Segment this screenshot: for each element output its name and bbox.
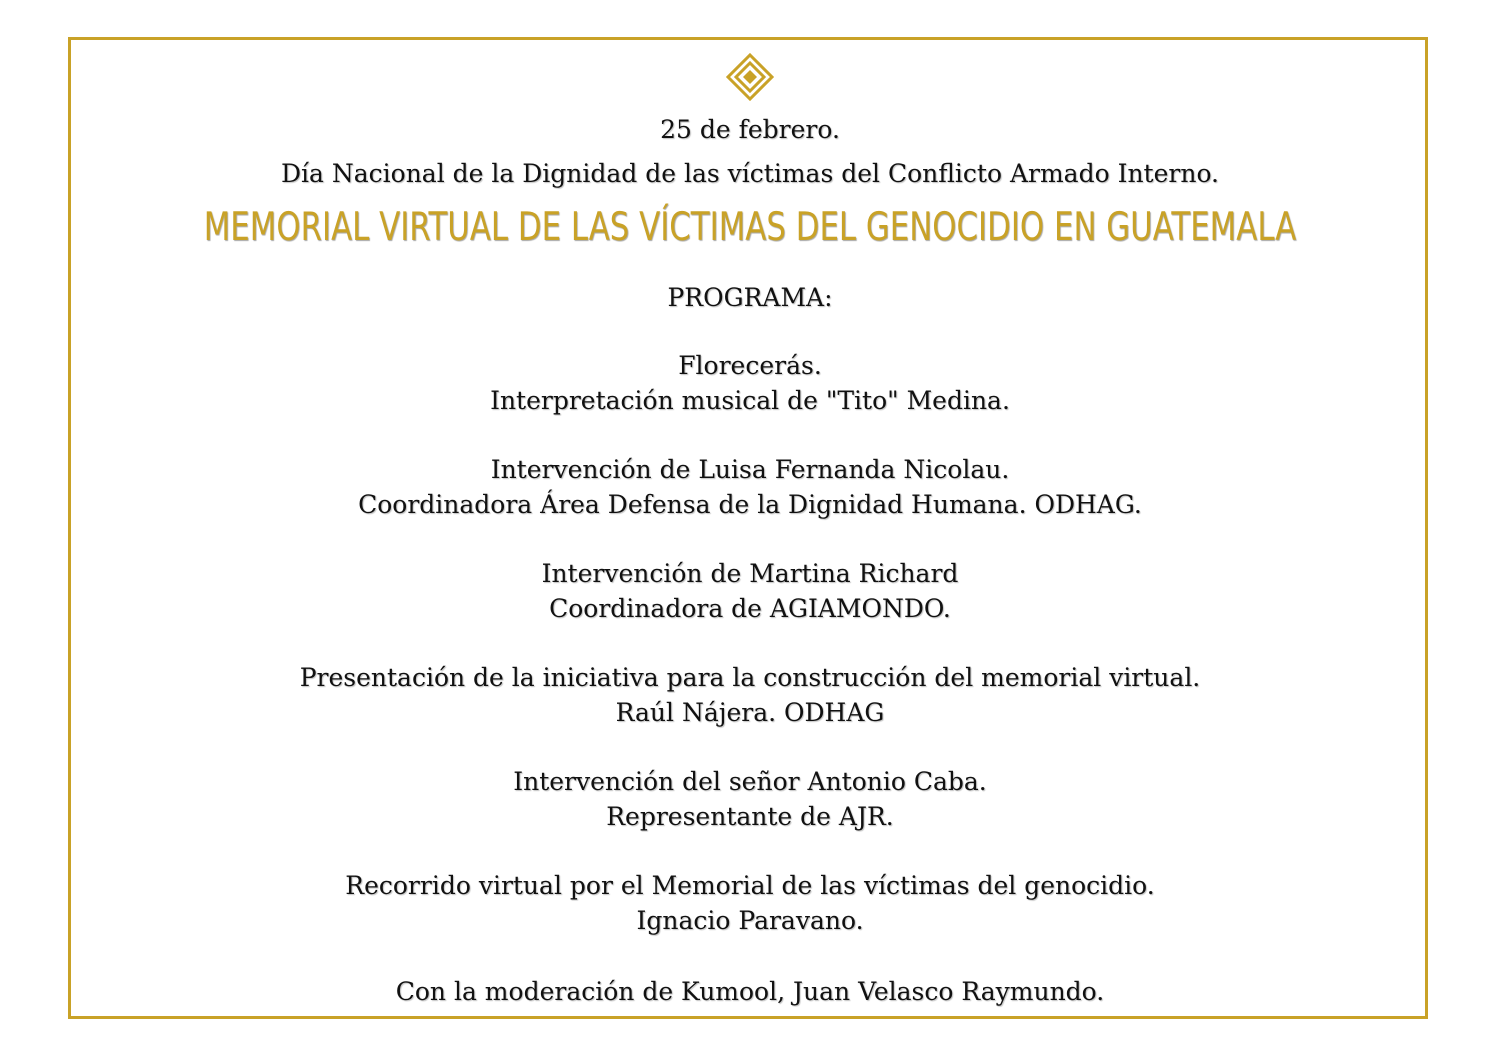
- program-item-detail: Representante de AJR.: [606, 802, 894, 831]
- program-item: [0, 764, 1500, 868]
- diamond-ornament-icon: [726, 53, 774, 101]
- program-item-title: Intervención de Martina Richard: [541, 559, 959, 588]
- page-title: MEMORIAL VIRTUAL DE LAS VÍCTIMAS DEL GENOCIDIO EN GUATEMALA: [203, 205, 1297, 250]
- program-item-title: Florecerás.: [678, 351, 822, 380]
- program-item-title: Recorrido virtual por el Memorial de las víctimas del genocidio.: [345, 871, 1155, 900]
- program-item-detail: Coordinadora de AGIAMONDO.: [549, 594, 951, 623]
- event-subtitle: Día Nacional de la Dignidad de las víctimas del Conflicto Armado Interno.: [280, 159, 1219, 188]
- program-item: [0, 868, 1500, 972]
- program-item: [0, 660, 1500, 764]
- program-heading: PROGRAMA:: [667, 283, 833, 312]
- program-item-title: Intervención del señor Antonio Caba.: [513, 767, 987, 796]
- program-item: [0, 348, 1500, 452]
- program-item-detail: Interpretación musical de "Tito" Medina.: [490, 386, 1010, 415]
- program-list: [0, 348, 1500, 972]
- moderation-note: Con la moderación de Kumool, Juan Velasco Raymundo.: [395, 977, 1105, 1006]
- event-date: 25 de febrero.: [660, 115, 840, 144]
- program-item-detail: Ignacio Paravano.: [636, 906, 864, 935]
- program-item-title: Intervención de Luisa Fernanda Nicolau.: [490, 455, 1010, 484]
- program-item: [0, 452, 1500, 556]
- program-item-detail: Coordinadora Área Defensa de la Dignidad Humana. ODHAG.: [358, 490, 1142, 519]
- program-item-detail: Raúl Nájera. ODHAG: [615, 698, 885, 727]
- program-item: [0, 556, 1500, 660]
- program-item-title: Presentación de la iniciativa para la construcción del memorial virtual.: [299, 663, 1201, 692]
